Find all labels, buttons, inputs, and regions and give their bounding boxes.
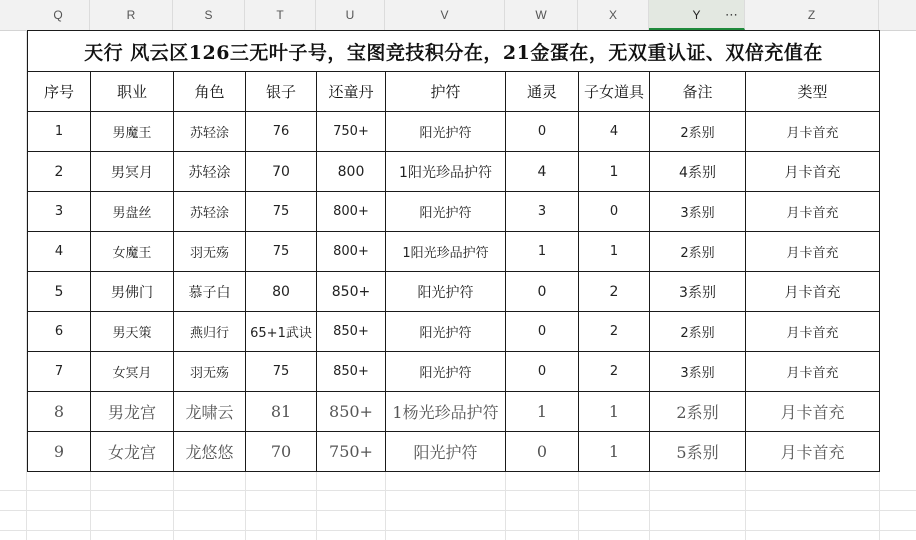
header-cell[interactable]: 护符 xyxy=(386,72,506,112)
gridline xyxy=(385,470,386,540)
table-row xyxy=(28,272,880,312)
table-row xyxy=(28,312,880,352)
table-cell[interactable]: 4系别 xyxy=(650,152,746,192)
table-cell[interactable]: 850+ xyxy=(317,312,386,352)
table-cell[interactable]: 3系别 xyxy=(650,192,746,232)
table-row xyxy=(28,392,880,432)
gridline xyxy=(745,470,746,540)
table-cell[interactable]: 4 xyxy=(506,152,579,192)
gridline xyxy=(173,470,174,540)
table-cell[interactable]: 0 xyxy=(506,352,579,392)
table-cell[interactable]: 阳光护符 xyxy=(386,352,506,392)
table-row xyxy=(28,192,880,232)
table-cell[interactable]: 阳光护符 xyxy=(386,192,506,232)
table-cell[interactable]: 羽无殇 xyxy=(174,232,246,272)
table-row xyxy=(28,152,880,192)
column-header-x[interactable]: X xyxy=(578,0,649,30)
table-cell[interactable]: 2 xyxy=(579,312,650,352)
table-cell[interactable]: 7 xyxy=(28,352,91,392)
header-cell[interactable]: 角色 xyxy=(174,72,246,112)
column-header-s[interactable]: S xyxy=(173,0,245,30)
table-cell[interactable]: 1 xyxy=(28,112,91,152)
table-cell[interactable]: 男盘丝 xyxy=(91,192,174,232)
header-cell[interactable]: 银子 xyxy=(246,72,317,112)
table-cell[interactable]: 男魔王 xyxy=(91,112,174,152)
table-cell[interactable]: 1 xyxy=(579,232,650,272)
table-cell[interactable]: 750+ xyxy=(317,112,386,152)
table-cell[interactable]: 2系别 xyxy=(650,232,746,272)
table-cell[interactable]: 1 xyxy=(506,232,579,272)
table-cell[interactable]: 月卡首充 xyxy=(746,272,880,312)
table-cell[interactable]: 2 xyxy=(28,152,91,192)
table-cell[interactable]: 1杨光珍品护符 xyxy=(386,392,506,432)
table-cell[interactable]: 男天策 xyxy=(91,312,174,352)
gridline xyxy=(245,470,246,540)
table-cell[interactable]: 女龙宫 xyxy=(91,432,174,472)
header-cell[interactable]: 通灵 xyxy=(506,72,579,112)
table-cell[interactable]: 男佛门 xyxy=(91,272,174,312)
table-row xyxy=(28,352,880,392)
table-cell[interactable]: 女冥月 xyxy=(91,352,174,392)
header-cell[interactable]: 备注 xyxy=(650,72,746,112)
table-cell[interactable]: 5 xyxy=(28,272,91,312)
more-options-icon[interactable]: ⋯ xyxy=(725,7,738,22)
table-header-row xyxy=(28,72,880,112)
table-cell[interactable]: 1阳光珍品护符 xyxy=(386,232,506,272)
table-cell[interactable]: 75 xyxy=(246,232,317,272)
table-cell[interactable]: 800 xyxy=(317,152,386,192)
gridline xyxy=(0,530,916,531)
gridline xyxy=(0,510,916,511)
table-cell[interactable]: 男龙宫 xyxy=(91,392,174,432)
table-cell[interactable]: 750+ xyxy=(317,432,386,472)
column-letter: Y xyxy=(692,8,701,22)
table-cell[interactable]: 80 xyxy=(246,272,317,312)
column-header-w[interactable]: W xyxy=(505,0,578,30)
table-cell[interactable]: 75 xyxy=(246,192,317,232)
table-cell[interactable]: 1 xyxy=(579,152,650,192)
table-cell[interactable]: 0 xyxy=(506,272,579,312)
column-header-t[interactable]: T xyxy=(245,0,316,30)
table-cell[interactable]: 800+ xyxy=(317,192,386,232)
table-cell[interactable]: 2系别 xyxy=(650,112,746,152)
column-header-z[interactable]: Z xyxy=(745,0,879,30)
table-cell[interactable]: 2 xyxy=(579,352,650,392)
table-cell[interactable]: 月卡首充 xyxy=(746,432,880,472)
data-table-container xyxy=(27,30,880,472)
gridline xyxy=(505,470,506,540)
gridline xyxy=(316,470,317,540)
table-cell[interactable]: 阳光护符 xyxy=(386,432,506,472)
table-cell[interactable]: 羽无殇 xyxy=(174,352,246,392)
table-cell[interactable]: 月卡首充 xyxy=(746,352,880,392)
table-cell[interactable]: 3 xyxy=(28,192,91,232)
table-cell[interactable]: 0 xyxy=(506,112,579,152)
table-row xyxy=(28,432,880,472)
table-cell[interactable]: 4 xyxy=(28,232,91,272)
table-cell[interactable]: 苏轻涂 xyxy=(174,112,246,152)
table-cell[interactable]: 3 xyxy=(506,192,579,232)
header-cell[interactable]: 类型 xyxy=(746,72,880,112)
table-cell[interactable]: 阳光护符 xyxy=(386,272,506,312)
gridline xyxy=(578,470,579,540)
table-cell[interactable]: 800+ xyxy=(317,232,386,272)
table-cell[interactable]: 81 xyxy=(246,392,317,432)
column-header-v[interactable]: V xyxy=(385,0,505,30)
table-cell[interactable]: 苏轻涂 xyxy=(174,192,246,232)
table-cell[interactable]: 0 xyxy=(506,432,579,472)
column-header-y[interactable] xyxy=(649,0,745,30)
header-cell[interactable]: 还童丹 xyxy=(317,72,386,112)
table-cell[interactable]: 6 xyxy=(28,312,91,352)
table-cell[interactable]: 2 xyxy=(579,272,650,312)
table-cell[interactable]: 1阳光珍品护符 xyxy=(386,152,506,192)
table-cell[interactable]: 1 xyxy=(579,432,650,472)
header-cell[interactable]: 序号 xyxy=(28,72,91,112)
table-cell[interactable]: 65+1武诀 xyxy=(246,312,317,352)
table-cell[interactable]: 月卡首充 xyxy=(746,232,880,272)
table-cell[interactable]: 3系别 xyxy=(650,272,746,312)
table-cell[interactable]: 龙悠悠 xyxy=(174,432,246,472)
table-row xyxy=(28,232,880,272)
table-cell[interactable]: 阳光护符 xyxy=(386,312,506,352)
gridline xyxy=(0,490,916,491)
gridline xyxy=(649,470,650,540)
column-header-r[interactable]: R xyxy=(90,0,173,30)
table-cell[interactable]: 阳光护符 xyxy=(386,112,506,152)
table-cell[interactable]: 月卡首充 xyxy=(746,192,880,232)
table-cell[interactable]: 月卡首充 xyxy=(746,312,880,352)
table-cell[interactable]: 850+ xyxy=(317,272,386,312)
table-cell[interactable]: 5系别 xyxy=(650,432,746,472)
table-cell[interactable]: 男冥月 xyxy=(91,152,174,192)
column-header-q[interactable]: Q xyxy=(27,0,90,30)
table-cell[interactable]: 慕子白 xyxy=(174,272,246,312)
account-table xyxy=(27,30,880,472)
table-cell[interactable]: 龙啸云 xyxy=(174,392,246,432)
table-cell[interactable]: 75 xyxy=(246,352,317,392)
table-cell[interactable]: 70 xyxy=(246,432,317,472)
table-cell[interactable]: 月卡首充 xyxy=(746,152,880,192)
table-cell[interactable]: 月卡首充 xyxy=(746,392,880,432)
table-cell[interactable]: 2系别 xyxy=(650,392,746,432)
table-cell[interactable]: 850+ xyxy=(317,352,386,392)
table-cell[interactable]: 女魔王 xyxy=(91,232,174,272)
gridline xyxy=(90,470,91,540)
table-cell[interactable]: 0 xyxy=(506,312,579,352)
table-cell[interactable]: 1 xyxy=(579,392,650,432)
header-cell[interactable]: 子女道具 xyxy=(579,72,650,112)
table-cell[interactable]: 苏轻涂 xyxy=(174,152,246,192)
table-cell[interactable]: 850+ xyxy=(317,392,386,432)
table-cell[interactable]: 3系别 xyxy=(650,352,746,392)
table-cell[interactable]: 月卡首充 xyxy=(746,112,880,152)
table-cell[interactable]: 2系别 xyxy=(650,312,746,352)
table-cell[interactable]: 1 xyxy=(506,392,579,432)
table-cell[interactable]: 4 xyxy=(579,112,650,152)
table-cell[interactable]: 0 xyxy=(579,192,650,232)
table-cell[interactable]: 燕归行 xyxy=(174,312,246,352)
table-cell[interactable]: 8 xyxy=(28,392,91,432)
header-cell[interactable]: 职业 xyxy=(91,72,174,112)
table-cell[interactable]: 70 xyxy=(246,152,317,192)
table-row xyxy=(28,112,880,152)
table-cell[interactable]: 9 xyxy=(28,432,91,472)
column-header-u[interactable]: U xyxy=(316,0,385,30)
table-title-cell[interactable]: 天行 风云区126三无叶子号，宝图竞技积分在，21金蛋在，无双重认证、双倍充值在 xyxy=(28,31,880,72)
column-header-bar xyxy=(0,0,916,31)
table-cell[interactable]: 76 xyxy=(246,112,317,152)
